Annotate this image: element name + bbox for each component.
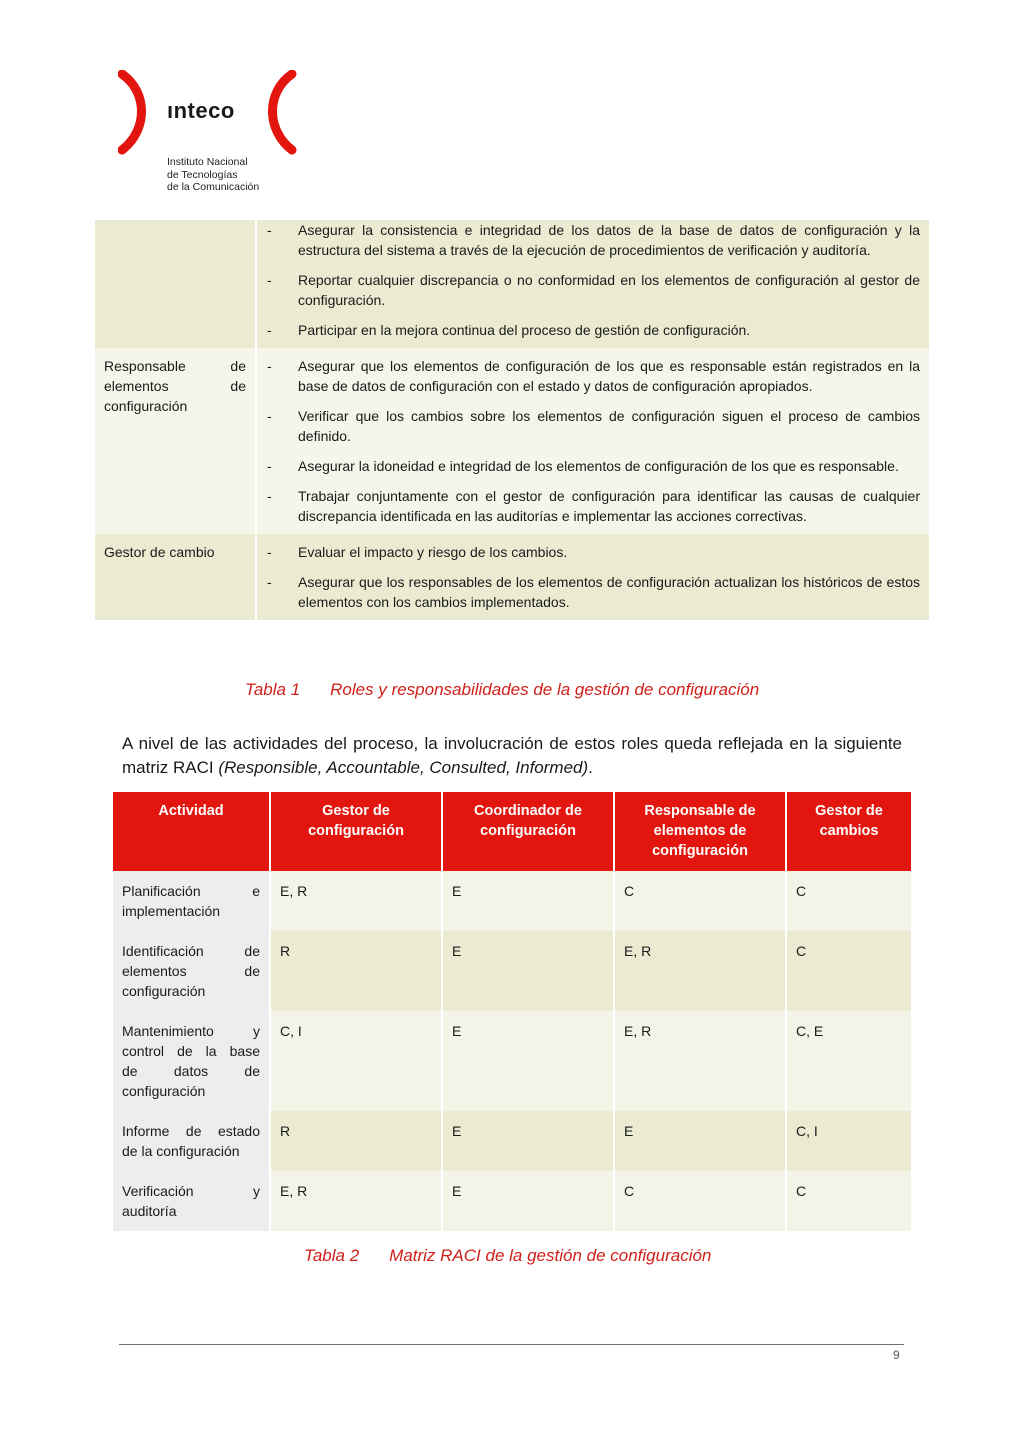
caption-number: Tabla 1 [245,680,301,699]
table1-caption [245,680,759,700]
bullet-dash: - [267,322,272,338]
responsibility-item: - Asegurar la idoneidad e integridad de los elementos de configuración de los que es responsable. [267,458,899,474]
raci-cell: E, R [614,1011,786,1111]
caption-number: Tabla 2 [304,1246,360,1265]
page-number: 9 [893,1348,900,1362]
header-responsable-elementos: Responsable de elementos de configuración [614,792,786,871]
activity-cell: Planificación e implementación [113,871,270,931]
raci-cell: C [614,871,786,931]
caption-text: Roles y responsabilidades de la gestión de configuración [330,680,760,699]
activity-cell: Identificación de elementos de configuración [113,931,270,1011]
responsibility-item: - Asegurar que los elementos de configuración de los que es responsable están registrados en la base de datos de configuración con el estado y datos de configuración apropiados. [267,358,920,394]
bullet-dash: - [267,358,272,374]
raci-header-row [113,792,911,871]
responsibilities-cell [256,348,929,534]
responsibility-item: - Participar en la mejora continua del proceso de gestión de configuración. [267,322,751,338]
activity-cell: Informe de estado de la configuración [113,1111,270,1171]
responsibility-item: - Evaluar el impacto y riesgo de los cambios. [267,544,568,560]
raci-cell: E [442,1011,614,1111]
responsibility-item: - Asegurar que los responsables de los elementos de configuración actualizan los históricos de estos elementos con los cambios implementados. [267,574,920,610]
roles-row [95,220,929,348]
raci-cell: C [786,871,911,931]
header-coordinador-configuracion: Coordinador de configuración [442,792,614,871]
responsibilities-cell [256,220,929,348]
activity-cell: Mantenimiento y control de la base de datos de configuración [113,1011,270,1111]
header-gestor-configuracion: Gestor de configuración [270,792,442,871]
responsibility-item: - Asegurar la consistencia e integridad de los datos de la base de datos de configuración y la estructura del sistema a través de la ejecución de procedimientos de verificación y auditoría. [267,222,920,258]
caption-text: Matriz RACI de la gestión de configuración [389,1246,712,1265]
raci-row [113,1171,911,1231]
header-activity: Actividad [113,792,270,871]
role-cell: Gestor de cambio [95,534,256,620]
raci-cell: E, R [270,871,442,931]
logo-subtitle-line: de la Comunicación [167,181,260,193]
raci-row [113,871,911,931]
footer-divider [119,1344,904,1345]
raci-cell: C [786,1171,911,1231]
bullet-dash: - [267,488,272,504]
roles-row [95,348,929,534]
bullet-dash: - [267,222,272,238]
responsibilities-cell [256,534,929,620]
raci-cell: C [786,931,911,1011]
bullet-dash: - [267,458,272,474]
logo-subtitle-line: Instituto Nacional [167,156,248,168]
paragraph-italic: (Responsible, Accountable, Consulted, Informed) [218,758,589,777]
responsibility-item: - Reportar cualquier discrepancia o no conformidad en los elementos de configuración al gestor de configuración. [267,272,920,308]
raci-cell: C, I [270,1011,442,1111]
activity-cell: Verificación y auditoría [113,1171,270,1231]
raci-row [113,1111,911,1171]
raci-cell: E [614,1111,786,1171]
responsibility-item: - Trabajar conjuntamente con el gestor de configuración para identificar las causas de cualquier discrepancia identificada en las auditorías e implementar las acciones correctivas. [267,488,920,524]
bullet-dash: - [267,574,272,590]
roles-row [95,534,929,620]
inteco-logo [118,70,318,200]
raci-row [113,1011,911,1111]
logo-subtitle [167,156,259,194]
responsibility-item: - Verificar que los cambios sobre los elementos de configuración siguen el proceso de cambios definido. [267,408,920,444]
body-paragraph: A nivel de las actividades del proceso, la involucración de estos roles queda reflejada en la siguiente matriz RACI (Responsible, Accountable, Consulted, Informed). [122,734,902,777]
bullet-dash: - [267,272,272,288]
bullet-dash: - [267,544,272,560]
logo-subtitle-line: de Tecnologías [167,168,238,181]
header-gestor-cambios: Gestor de cambios [786,792,911,871]
raci-cell: C, I [786,1111,911,1171]
raci-table [113,792,911,1231]
raci-cell: E [442,1171,614,1231]
role-cell [95,220,256,348]
raci-row [113,931,911,1011]
bullet-dash: - [267,408,272,424]
raci-cell: E [442,931,614,1011]
raci-cell: E, R [614,931,786,1011]
role-cell: Responsable de elementos de configuración [95,348,256,534]
logo-wordmark: ınteco [167,98,235,123]
raci-cell: R [270,1111,442,1171]
raci-cell: E, R [270,1171,442,1231]
roles-table [95,220,929,620]
raci-cell: E [442,871,614,931]
raci-cell: C [614,1171,786,1231]
raci-cell: C, E [786,1011,911,1111]
table2-caption [304,1246,711,1266]
raci-cell: E [442,1111,614,1171]
raci-cell: R [270,931,442,1011]
